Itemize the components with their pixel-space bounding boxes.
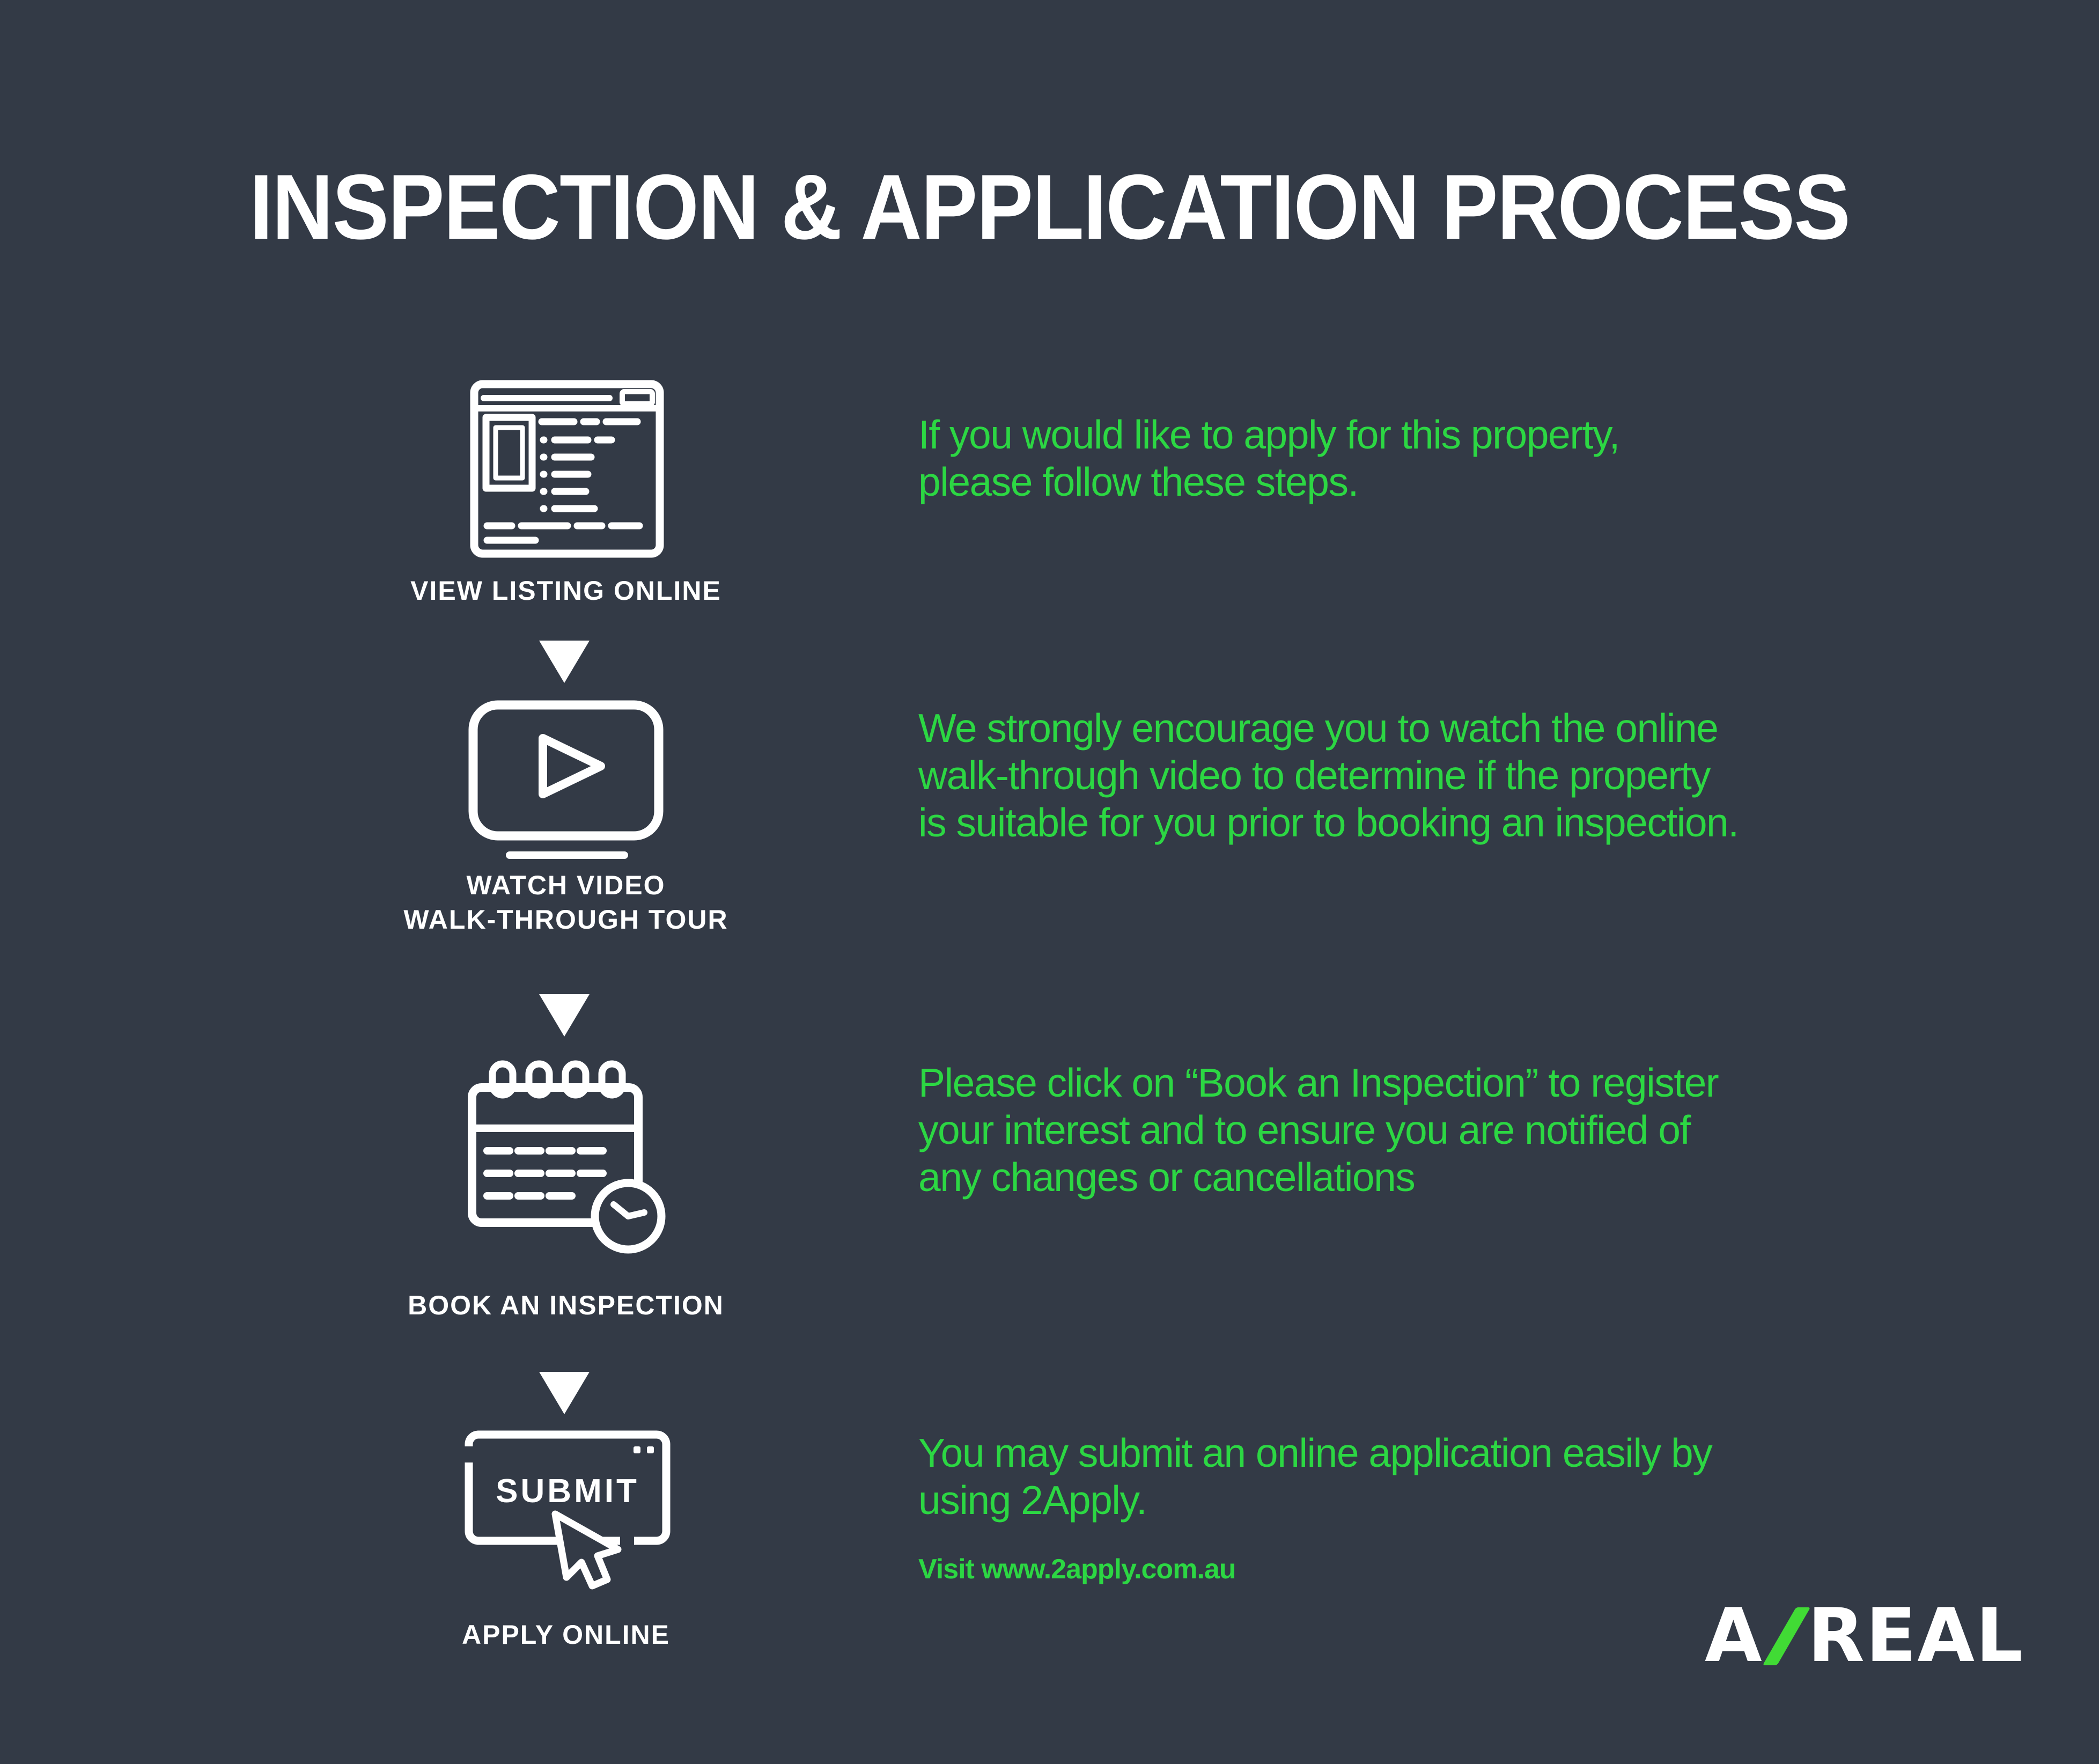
page-title: INSPECTION & APPLICATION PROCESS — [249, 156, 1850, 259]
step-label-watch-video: WATCH VIDEO WALK-THROUGH TOUR — [403, 870, 728, 935]
step-label-apply-online: APPLY ONLINE — [462, 1620, 670, 1650]
down-arrow-icon — [539, 641, 590, 683]
submit-button-text: SUBMIT — [496, 1473, 639, 1510]
description-watch-video: We strongly encourage you to watch the online walk-through video to determine if the property is suitable for you prior to booking an inspection. — [918, 705, 1739, 845]
brand-logo — [1704, 1592, 2024, 1679]
step-label-book-inspection: BOOK AN INSPECTION — [408, 1290, 724, 1320]
logo-letter-a: A — [1704, 1592, 1763, 1679]
submit-button-icon — [461, 1427, 676, 1593]
video-play-icon — [467, 697, 665, 864]
description-book-inspection: Please click on “Book an Inspection” to register your interest and to ensure you are notified of any changes or cancellations — [918, 1060, 1719, 1200]
down-arrow-icon — [539, 994, 590, 1037]
logo-letters-real: REAL — [1807, 1592, 2024, 1679]
logo-slash-icon — [1763, 1607, 1810, 1665]
down-arrow-icon — [539, 1372, 590, 1414]
browser-listing-icon — [467, 376, 665, 561]
cursor-icon — [555, 1514, 618, 1586]
description-view-listing: If you would like to apply for this property, please follow these steps. — [918, 412, 1619, 504]
description-apply-online: You may submit an online application easily by using 2Apply. — [918, 1430, 1712, 1523]
calendar-clock-icon — [461, 1054, 673, 1266]
step-label-view-listing: VIEW LISTING ONLINE — [410, 576, 721, 606]
visit-note: Visit www.2apply.com.au — [918, 1554, 1236, 1585]
